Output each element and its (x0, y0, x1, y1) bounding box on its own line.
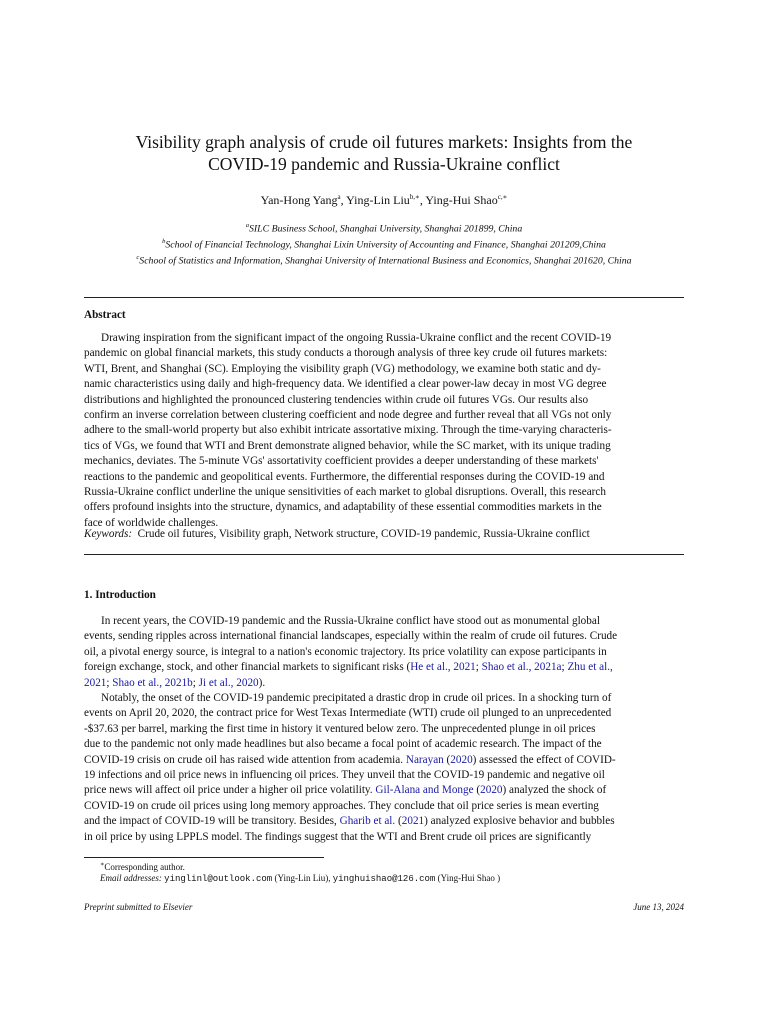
abstract-line: offers profound insights into the structure, dynamics, and adaptability of these essential commodities markets in the (84, 501, 602, 514)
keywords (84, 528, 684, 540)
citation-link[interactable]: Shao et al., 2021b (112, 676, 193, 689)
abstract-line: tics of VGs, we found that WTI and Brent demonstrate aligned behavior, while the SC market, with its unique trading (84, 439, 611, 452)
citation-link[interactable]: 2021 (401, 815, 425, 828)
footnote-corresponding: ∗Corresponding author. (100, 861, 185, 872)
author-name: Ying-Hui Shao (425, 193, 498, 207)
citation-link[interactable]: Gil-Alana and Monge (375, 784, 474, 797)
abstract-line: namic characteristics using daily and high-frequency data. We identified a clear power-law decay in most VG degree (84, 378, 607, 391)
intro-paragraph-1 (84, 614, 684, 691)
citation-link[interactable]: Zhu et al., (567, 661, 613, 674)
abstract-line: WTI, Brent, and Shanghai (SC). Employing the visibility graph (VG) methodology, we examine both static and dy- (84, 362, 601, 375)
paper-title (0, 131, 768, 175)
affiliation: $^c$School of Statistics and Information, Shanghai University of International Business and Economics, Shanghai 201620, China (136, 253, 632, 266)
citation-link[interactable]: 2020 (480, 784, 503, 797)
author-superscript: c,∗ (497, 193, 508, 201)
abstract-heading: Abstract (84, 309, 126, 321)
divider (84, 297, 684, 298)
text-line: and the impact of COVID-19 will be transitory. Besides, Gharib et al. (2021) analyzed explosive behavior and bubbles (84, 815, 615, 828)
abstract-line: reactions to the pandemic and geopolitical events. Furthermore, the differential responses during the COVID-19 and (84, 470, 605, 483)
author-name: Ying-Lin Liu (346, 193, 410, 207)
abstract-line: pandemic on global financial markets, this study conducts a thorough analysis of three key crude oil futures markets: (84, 347, 608, 360)
text-line: events on April 20, 2020, the contract price for West Texas Intermediate (WTI) crude oil plunged to an unprecedented (84, 707, 612, 720)
author-name: Yan-Hong Yang (260, 193, 338, 207)
abstract-line: confirm an inverse correlation between clustering coefficient and node degree and further reveal that all VGs not only (84, 409, 612, 422)
text-line: In recent years, the COVID-19 pandemic and the Russia-Ukraine conflict have stood out as monumental global (101, 615, 600, 627)
text-line: Notably, the onset of the COVID-19 pandemic precipitated a drastic drop in crude oil prices. In a shocking turn of (101, 692, 612, 704)
footer-date: June 13, 2024 (633, 902, 684, 912)
text-line: price news will affect oil price under a higher oil price volatility. Gil-Alana and Monge (2020) analyzed the shock of (84, 784, 607, 797)
intro-paragraph-2 (84, 691, 684, 845)
citation-link[interactable]: Narayan (405, 753, 444, 766)
abstract-line: Russia-Ukraine conflict underline the unique sensitivities of each market to global disruptions. Overall, this research (84, 486, 606, 499)
abstract-line: Drawing inspiration from the significant impact of the ongoing Russia-Ukraine conflict and the recent COVID-19 (101, 332, 612, 344)
text-line: in oil price by using LPPLS model. The findings suggest that the WTI and Brent crude oil prices are significantly (84, 830, 592, 843)
title-line-2: COVID-19 pandemic and Russia-Ukraine conflict (208, 154, 560, 174)
citation-link[interactable]: Gharib et al. (339, 815, 396, 828)
footnote-rule (84, 857, 324, 858)
abstract-line: face of worldwide challenges. (84, 516, 219, 529)
text-line: COVID-19 on crude oil prices using long memory approaches. They conclude that oil price series is mean everting (84, 799, 599, 812)
email-address[interactable]: yinglinl@outlook.com (164, 874, 273, 884)
author-superscript: b,∗ (409, 193, 420, 201)
author-superscript: a (337, 193, 341, 201)
text-line: -$37.63 per barrel, marking the first time in history it ventured below zero. The unprecedented plunge in oil prices (84, 722, 596, 735)
footnote-emails: Email addresses: yinglinl@outlook.com (Ying-Lin Liu), yinghuishao@126.com (Ying-Hui Shao ) (100, 873, 501, 884)
affiliation: $^b$School of Financial Technology, Shanghai Lixin University of Accounting and Finance, Shanghai 201209,China (162, 237, 606, 251)
text-line: oil, a pivotal energy source, is integral to a nation's economic trajectory. Its price volatility can expose participants in (84, 645, 607, 658)
divider (84, 554, 684, 555)
text-line: 2021; Shao et al., 2021b; Ji et al., 2020). (84, 676, 266, 689)
abstract-line: mechanics, deviates. The 5-minute VGs' assortativity coefficient provides a deeper understanding of these markets' (84, 455, 599, 468)
title-line-1: Visibility graph analysis of crude oil futures markets: Insights from the (135, 132, 633, 152)
citation-link[interactable]: 2021 (84, 676, 107, 689)
affiliation: $^a$SILC Business School, Shanghai University, Shanghai 201899, China (245, 222, 523, 235)
email-address[interactable]: yinghuishao@126.com (332, 874, 436, 884)
section-heading: 1. Introduction (84, 589, 156, 601)
text-line: foreign exchange, stock, and other financial markets to significant risks (He et al., 2021; Shao et al., 2021a; Zhu et al., (84, 661, 613, 674)
text-line: 19 infections and oil price news in influencing oil prices. They unveil that the COVID-19 pandemic and negative oil (84, 769, 605, 782)
keywords-label: Keywords: (84, 528, 133, 540)
abstract-body (84, 331, 684, 531)
text-line: events, sending ripples across international financial landscapes, especially within the realm of crude oil futures. Crude (84, 630, 618, 643)
citation-link[interactable]: He et al., 2021 (410, 661, 476, 674)
abstract-line: distributions and highlighted the pronounced clustering tendencies within crude oil futures VGs. Our results also (84, 393, 589, 406)
abstract-line: adhere to the small-world property but also exhibit intricate assortative mixing. Through the time-varying characteris- (84, 424, 612, 437)
citation-link[interactable]: Shao et al., 2021a (481, 661, 562, 674)
footer-preprint: Preprint submitted to Elsevier (84, 902, 193, 912)
citation-link[interactable]: Ji et al., 2020 (198, 676, 259, 689)
keywords-text: Crude oil futures, Visibility graph, Network structure, COVID-19 pandemic, Russia-Ukraine conflict (137, 528, 590, 540)
author-list: Yan-Hong Yang$^a$, Ying-Lin Liu$^{b,∗}$, Ying-Hui Shao$^{c,∗}$ (260, 193, 508, 207)
text-line: COVID-19 crisis on crude oil has raised wide attention from academia. Narayan (2020) assessed the effect of COVID- (84, 753, 616, 766)
affiliations (0, 220, 768, 267)
text-line: due to the pandemic not only made headlines but also became a focal point of academic research. The impact of the (84, 738, 602, 751)
citation-link[interactable]: 2020 (450, 753, 473, 766)
